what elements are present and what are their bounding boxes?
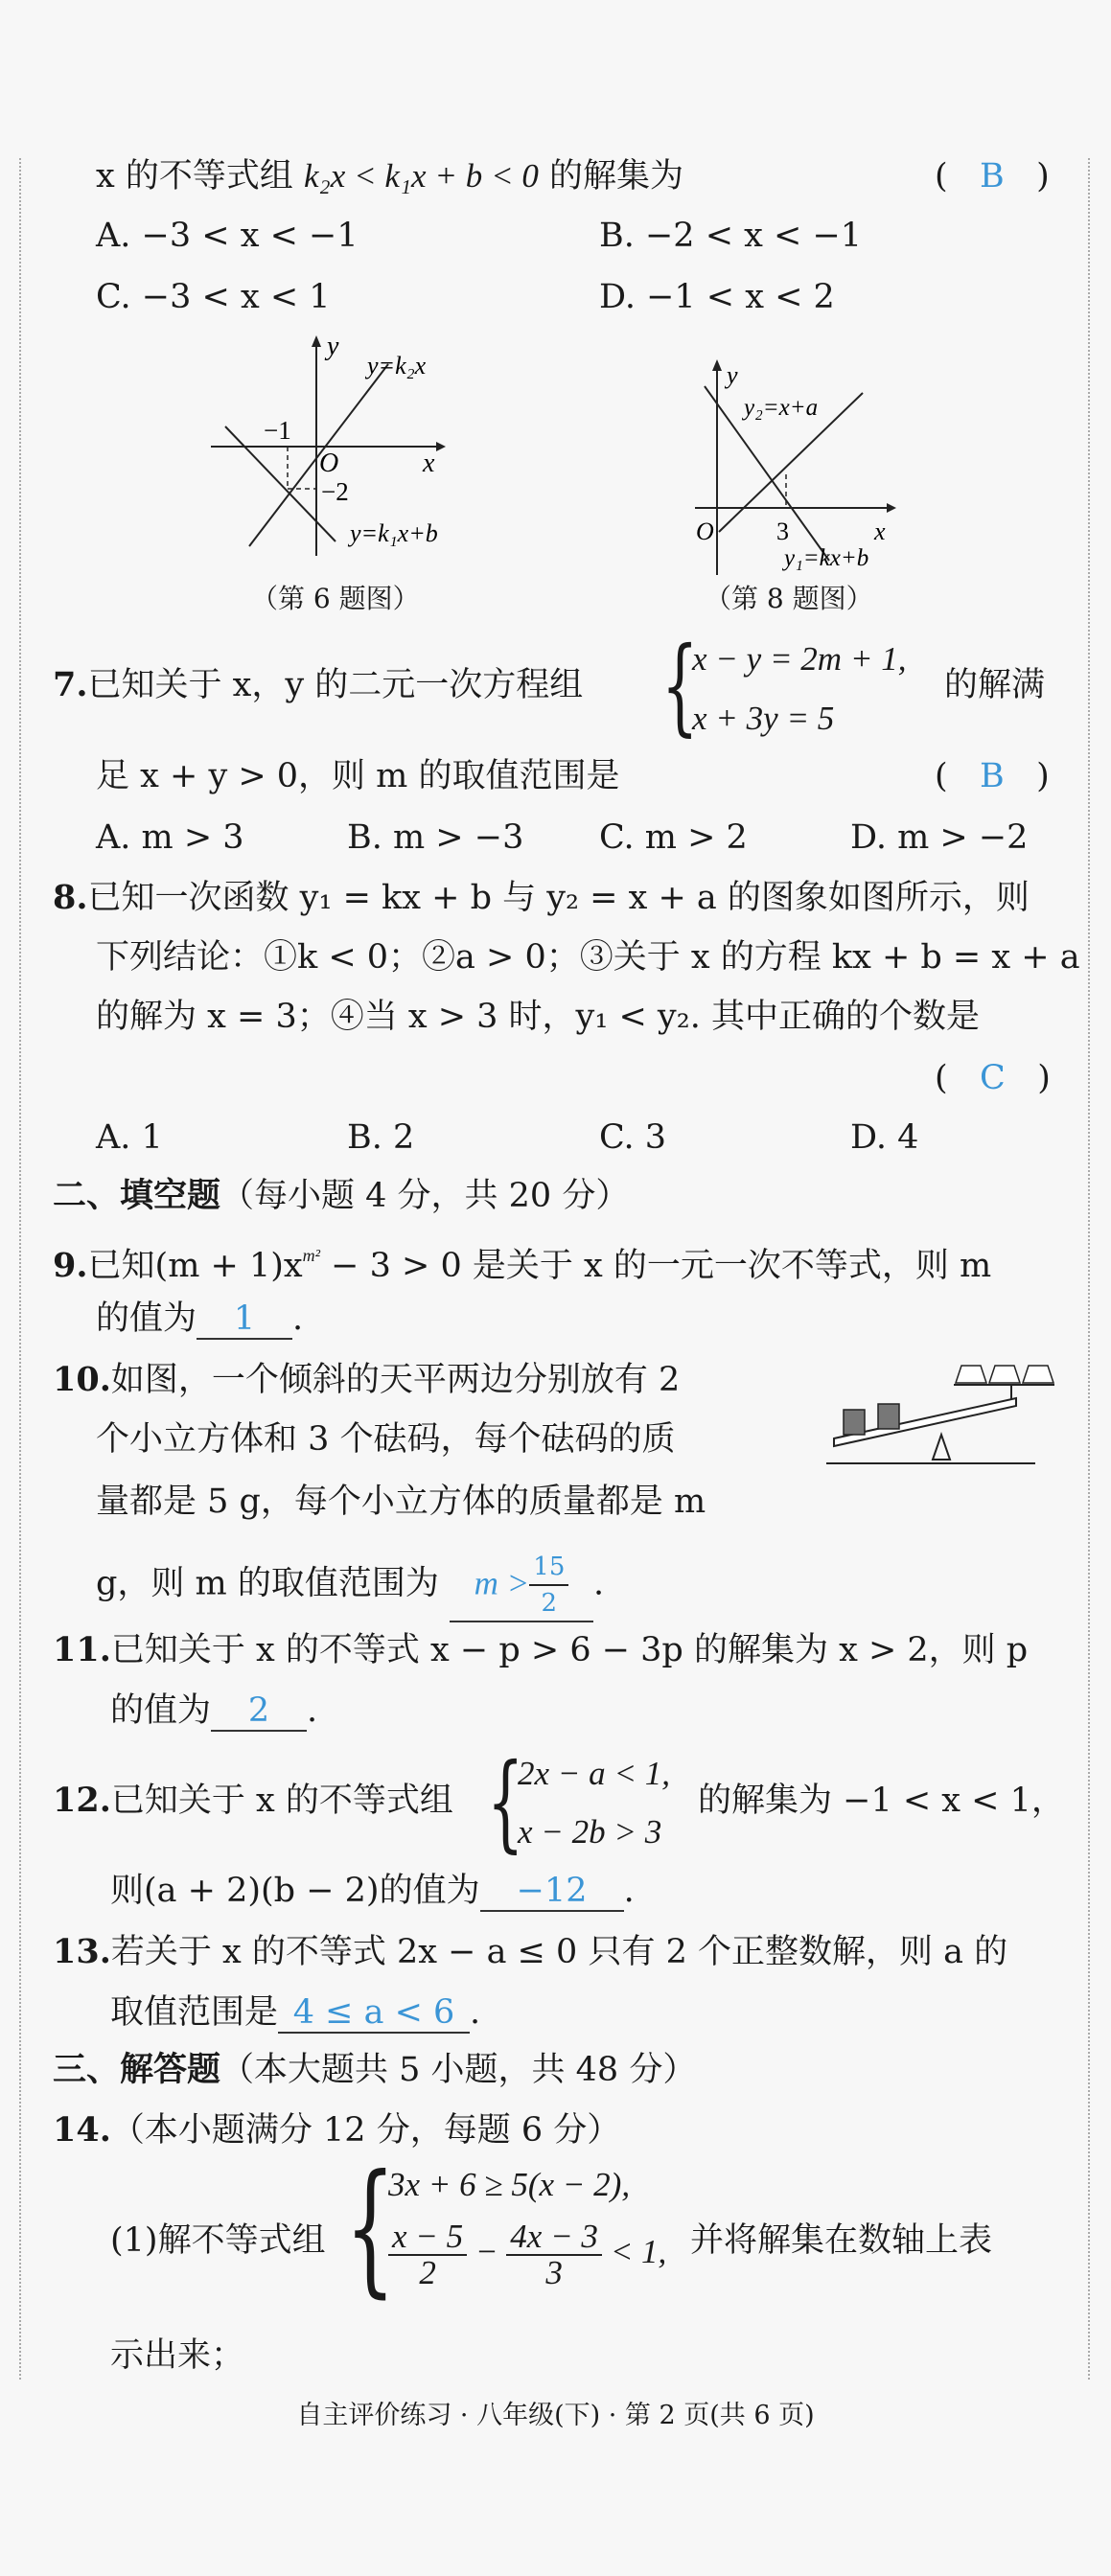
q8-line3: 的解为 x = 3；④当 x > 3 时，y₁ < y₂. 其中正确的个数是 [96,998,980,1036]
q10-answer[interactable]: m > $\frac{15}{2}$ [450,1550,593,1622]
svg-text:O: O [319,448,339,478]
q6-option-d: D. −1 < x < 2 [599,278,835,316]
q12-line2: 则(a + 2)(b − 2)的值为 −12 . [110,1872,635,1910]
q8-option-d: D. 4 [850,1118,919,1157]
q6-option-a: A. −3 < x < −1 [96,217,359,255]
svg-text:x: x [874,518,886,545]
balance-scale-figure [824,1356,1074,1471]
q14-sub1-label: (1)解不等式组 [110,2221,326,2260]
svg-text:3: 3 [776,518,789,545]
q7-option-c: C. m > 2 [599,818,748,857]
q7-option-b: B. m > −3 [347,818,524,857]
q7-stem-end: 的解满 [944,666,1046,704]
figure-6 [206,326,484,575]
q9-answer[interactable]: 1 [197,1300,292,1340]
q8-answer-paren: ( C ) [935,1059,1051,1097]
q14-header: 14.（本小题满分 12 分，每题 6 分） [53,2110,621,2150]
q13-line2: 取值范围是 4 ≤ a < 6 . [110,1993,481,2032]
q13-answer[interactable]: 4 ≤ a < 6 [278,1993,470,2034]
svg-text:y: y [327,332,339,361]
q7-option-d: D. m > −2 [850,818,1029,857]
q12-eq2: x − 2b > 3 [518,1813,662,1851]
q9-line1: 9.已知$(m + 1)x^{m^2} - 3 > 0$ 是关于 x 的一元一次不等式，则 m [53,1246,992,1285]
left-margin-line [19,158,21,2380]
figure-6-caption: （第 6 题图） [251,583,420,614]
q10-line4: g，则 m 的取值范围为 m > $\frac{15}{2}$ . [96,1550,604,1622]
q10-line3: 量都是 5 g，每个小立方体的质量都是 m [96,1483,706,1521]
q7-brace: { [661,624,699,747]
q14-eq2: $\frac{x - 5}{2}$ − $\frac{4x - 3}{3}$ < 1, [388,2220,666,2290]
q14-line3: 示出来； [110,2336,245,2375]
right-margin-line [1088,158,1090,2380]
q8-option-a: A. 1 [96,1118,163,1157]
q7-stem: 7.已知关于 x，y 的二元一次方程组 [53,665,584,704]
figure-8 [690,350,920,580]
svg-text:y=k₁x+b: y=k₁x+b [350,519,438,547]
q8-option-b: B. 2 [347,1118,415,1157]
q11-line1: 11.已知关于 x 的不等式 x − p > 6 − 3p 的解集为 x > 2，则 p [53,1630,1029,1669]
section-3-heading: 三、解答题（本大题共 5 小题，共 48 分） [53,2050,697,2089]
svg-text:y₂=x+a: y₂=x+a [744,395,819,421]
q7-answer-paren: ( B ) [935,757,1050,795]
svg-text:x: x [423,448,435,478]
q11-answer[interactable]: 2 [211,1691,307,1732]
q8-line1: 8.已知一次函数 y₁ = kx + b 与 y₂ = x + a 的图象如图所示，则 [53,878,1030,917]
q12-answer[interactable]: −12 [480,1872,624,1912]
q8-line2: 下列结论：①k < 0；②a > 0；③关于 x 的方程 kx + b = x + a [96,938,1080,977]
q13-line1: 13.若关于 x 的不等式 2x − a ≤ 0 只有 2 个正整数解，则 a 的 [53,1932,1008,1971]
svg-text:y₁=kx+b: y₁=kx+b [784,545,869,571]
q7-eq1: x − y = 2m + 1, [692,640,907,678]
svg-text:O: O [696,518,714,545]
q8-option-c: C. 3 [599,1118,667,1157]
q12-stem: 12.已知关于 x 的不等式组 [53,1781,453,1820]
svg-text:−2: −2 [321,477,349,506]
q6-stem: x 的不等式组 k₂x < k₁x + b < 0 的解集为 [96,157,683,196]
page-footer: 自主评价练习 · 八年级(下) · 第 2 页(共 6 页) [296,2401,815,2430]
q10-line1: 10.如图，一个倾斜的天平两边分别放有 2 [53,1360,681,1399]
q12-eq1: 2x − a < 1, [518,1755,671,1792]
q7-eq2: x + 3y = 5 [692,700,835,737]
q7-option-a: A. m > 3 [96,818,244,857]
q6-option-b: B. −2 < x < −1 [599,217,863,255]
q6-answer-paren: ( B ) [935,157,1050,196]
section-2-heading: 二、填空题（每小题 4 分，共 20 分） [53,1176,630,1215]
svg-text:y=k₂x: y=k₂x [367,352,427,380]
q12-brace: { [487,1740,524,1863]
q10-line2: 个小立方体和 3 个砝码，每个砝码的质 [96,1420,676,1459]
q6-option-c: C. −3 < x < 1 [96,278,331,316]
q7-stem-line2: 足 x + y > 0，则 m 的取值范围是 [96,757,620,795]
svg-text:−1: −1 [264,416,291,445]
svg-text:y: y [727,361,738,389]
q14-brace: { [345,2145,396,2312]
figure-8-caption: （第 8 题图） [705,583,873,614]
q11-line2: 的值为 2 . [110,1691,318,1730]
q9-line2: 的值为 1 . [96,1300,304,1338]
q12-stem-end: 的解集为 −1 < x < 1， [698,1782,1065,1820]
q14-sub1-text: 并将解集在数轴上表 [690,2221,993,2260]
q14-eq1: 3x + 6 ≥ 5(x − 2), [388,2166,631,2203]
